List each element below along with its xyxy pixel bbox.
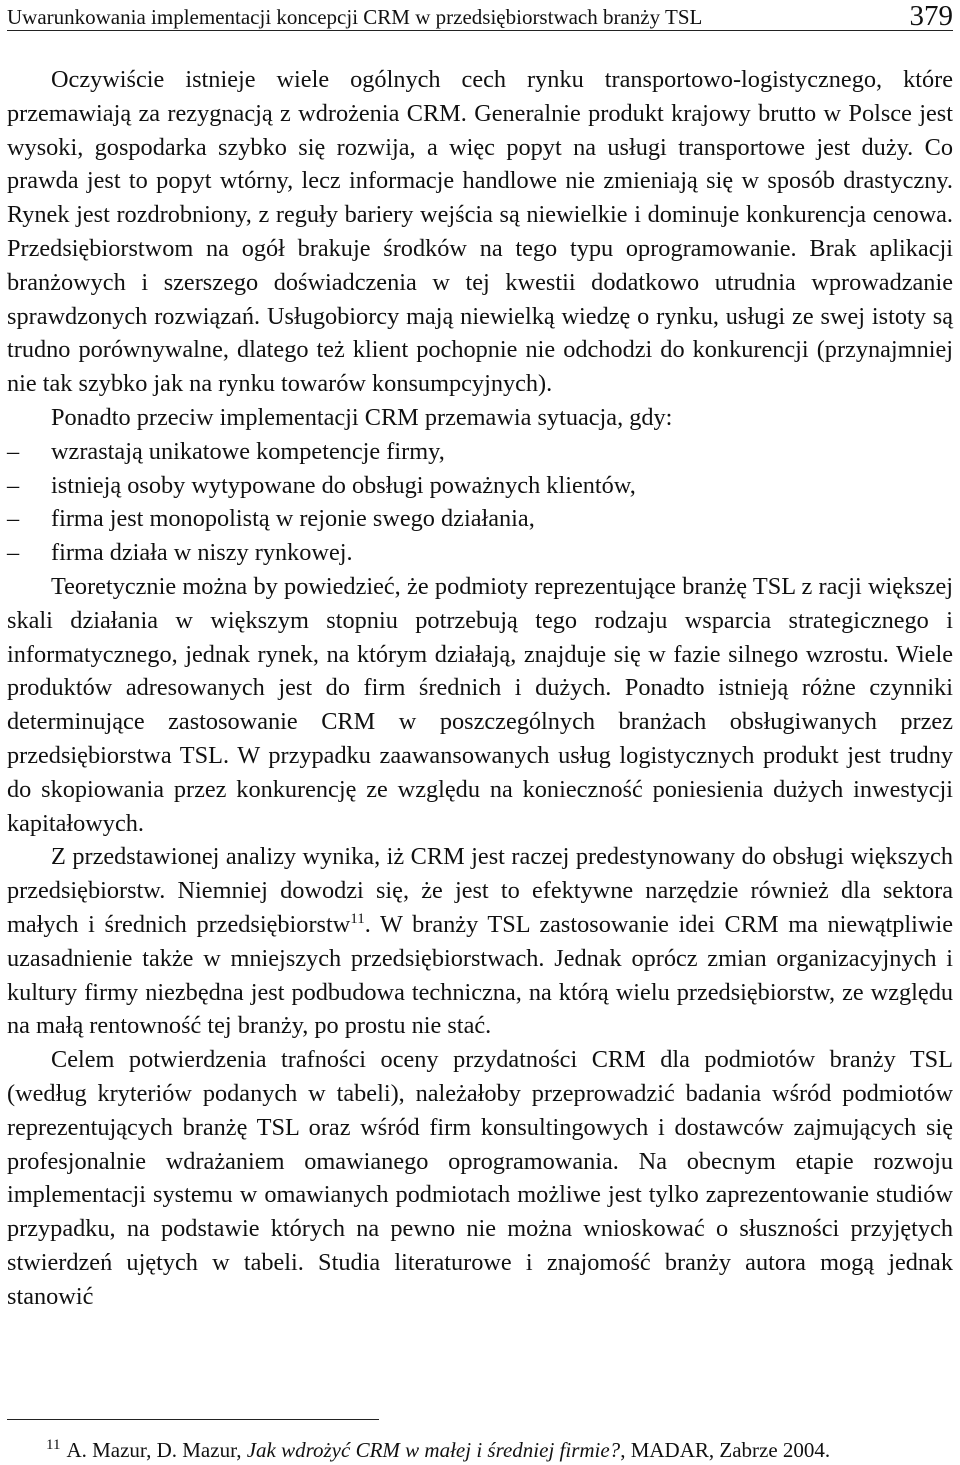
footnote-mark: 11 xyxy=(46,1437,61,1453)
page-header xyxy=(7,2,953,31)
paragraph-1: Oczywiście istnieje wiele ogólnych cech rynku transportowo-logistycznego, które przemawiają za rezygnacją z wdrożenia CRM. Generalnie produkt krajowy brutto w Polsce jest wysoki, gospodarka szybko się rozwija, a więc popyt na usługi transportowe jest duży. Co prawda jest to popyt wtórny, lecz informacje handlowe nie zmieniają się w sposób drastyczny. Rynek jest rozdrobniony, z reguły bariery wejścia są niewielkie i dominuje konkurencja cenowa. Przedsiębiorstwom na ogół brakuje środków na tego typu oprogramowanie. Brak aplikacji branżowych i szerszego doświadczenia w tej kwestii dodatkowo utrudnia wprowadzanie sprawdzonych rozwiązań. Usługobiorcy mają niewielką wiedzę o rynku, usługi ze swej istoty są trudno porównywalne, dlatego też klient pochopnie nie odchodzi do konkurencji (przynajmniej nie tak szybko jak na rynku towarów konsumpcyjnych). xyxy=(7,66,953,398)
footnote-publisher: , MADAR, Zabrze 2004. xyxy=(620,1438,831,1462)
list-item xyxy=(7,435,953,469)
running-title: Uwarunkowania implementacji koncepcji CRM w przedsiębiorstwach branży TSL xyxy=(7,5,703,29)
paragraph-5: Celem potwierdzenia trafności oceny przydatności CRM dla podmiotów branży TSL (według kryteriów podanych w tabeli), należałoby przeprowadzić badania wśród podmiotów reprezentujących branżę TSL oraz wśród firm konsultingowych i dostawców zajmujących się profesjonalnie wdrażaniem omawianego oprogramowania. Na obecnym etapie rozwoju implementacji systemu w omawianych podmiotach możliwe jest tylko zaprezentowanie studiów przypadku, na podstawie których na pewno nie można wnioskować o słuszności przyjętych stwierdzeń ujętych w tabeli. Studia literaturowe i znajomość branży autora mogą jednak stanowić xyxy=(7,1046,953,1310)
footnote-title: Jak wdrożyć CRM w małej i średniej firmie? xyxy=(246,1438,621,1462)
list-item xyxy=(7,469,953,503)
list-item xyxy=(7,536,953,570)
dash-bullet: – xyxy=(7,437,20,465)
dash-bullet: – xyxy=(7,471,20,499)
list-item-text: istnieją osoby wytypowane do obsługi poważnych klientów, xyxy=(51,471,636,499)
footnote-separator xyxy=(7,1419,379,1420)
footnote-authors: A. Mazur, D. Mazur, xyxy=(66,1438,247,1462)
dash-bullet: – xyxy=(7,505,20,533)
list-item-text: firma jest monopolistą w rejonie swego działania, xyxy=(51,505,535,533)
dash-bullet: – xyxy=(7,539,20,567)
footnote-reference: 11 xyxy=(350,910,365,927)
main-text xyxy=(7,63,953,1313)
footnote xyxy=(46,1432,946,1463)
dash-list xyxy=(7,435,953,570)
list-item xyxy=(7,502,953,536)
list-item-text: firma działa w niszy rynkowej. xyxy=(51,539,353,567)
list-item-text: wzrastają unikatowe kompetencje firmy, xyxy=(51,437,445,465)
paragraph-4-text: Z przedstawionej analizy wynika, iż CRM jest raczej predestynowany do obsługi większych przedsiębiorstw. Niemniej dowodzi się, że jest to efektywne narzędzie również dla sektora małych i średnich przedsiębiorstw xyxy=(7,843,953,938)
paragraph-4-text-continued: . W branży TSL zastosowanie idei CRM ma niewątpliwie uzasadnienie także w mniejszych przedsiębiorstwach. Jednak oprócz zmian organizacyjnych i kultury firmy niezbędna jest podbudowa techniczna, na którą wielu przedsiębiorstw, ze względu na małą rentowność tej branży, po prostu nie stać. xyxy=(7,910,953,1040)
paragraph-2: Ponadto przeciw implementacji CRM przemawia sytuacja, gdy: xyxy=(51,403,673,431)
page-number: 379 xyxy=(909,0,953,32)
paragraph-3: Teoretycznie można by powiedzieć, że podmioty reprezentujące branżę TSL z racji większej skali działania w większym stopniu potrzebują tego rodzaju wsparcia strategicznego i informatycznego, jednak rynek, na którym działają, znajduje się w fazie silnego wzrostu. Wiele produktów adresowanych jest do firm średnich i dużych. Ponadto istnieją różne czynniki determinujące zastosowanie CRM w poszczególnych branżach obsługiwanych przez przedsiębiorstwa TSL. W przypadku zaawansowanych usług logistycznych produkt jest trudny do skopiowania przez konkurencję ze względu na konieczność poniesienia dużych inwestycji kapitałowych. xyxy=(7,572,953,837)
paragraph-4 xyxy=(7,840,953,1043)
